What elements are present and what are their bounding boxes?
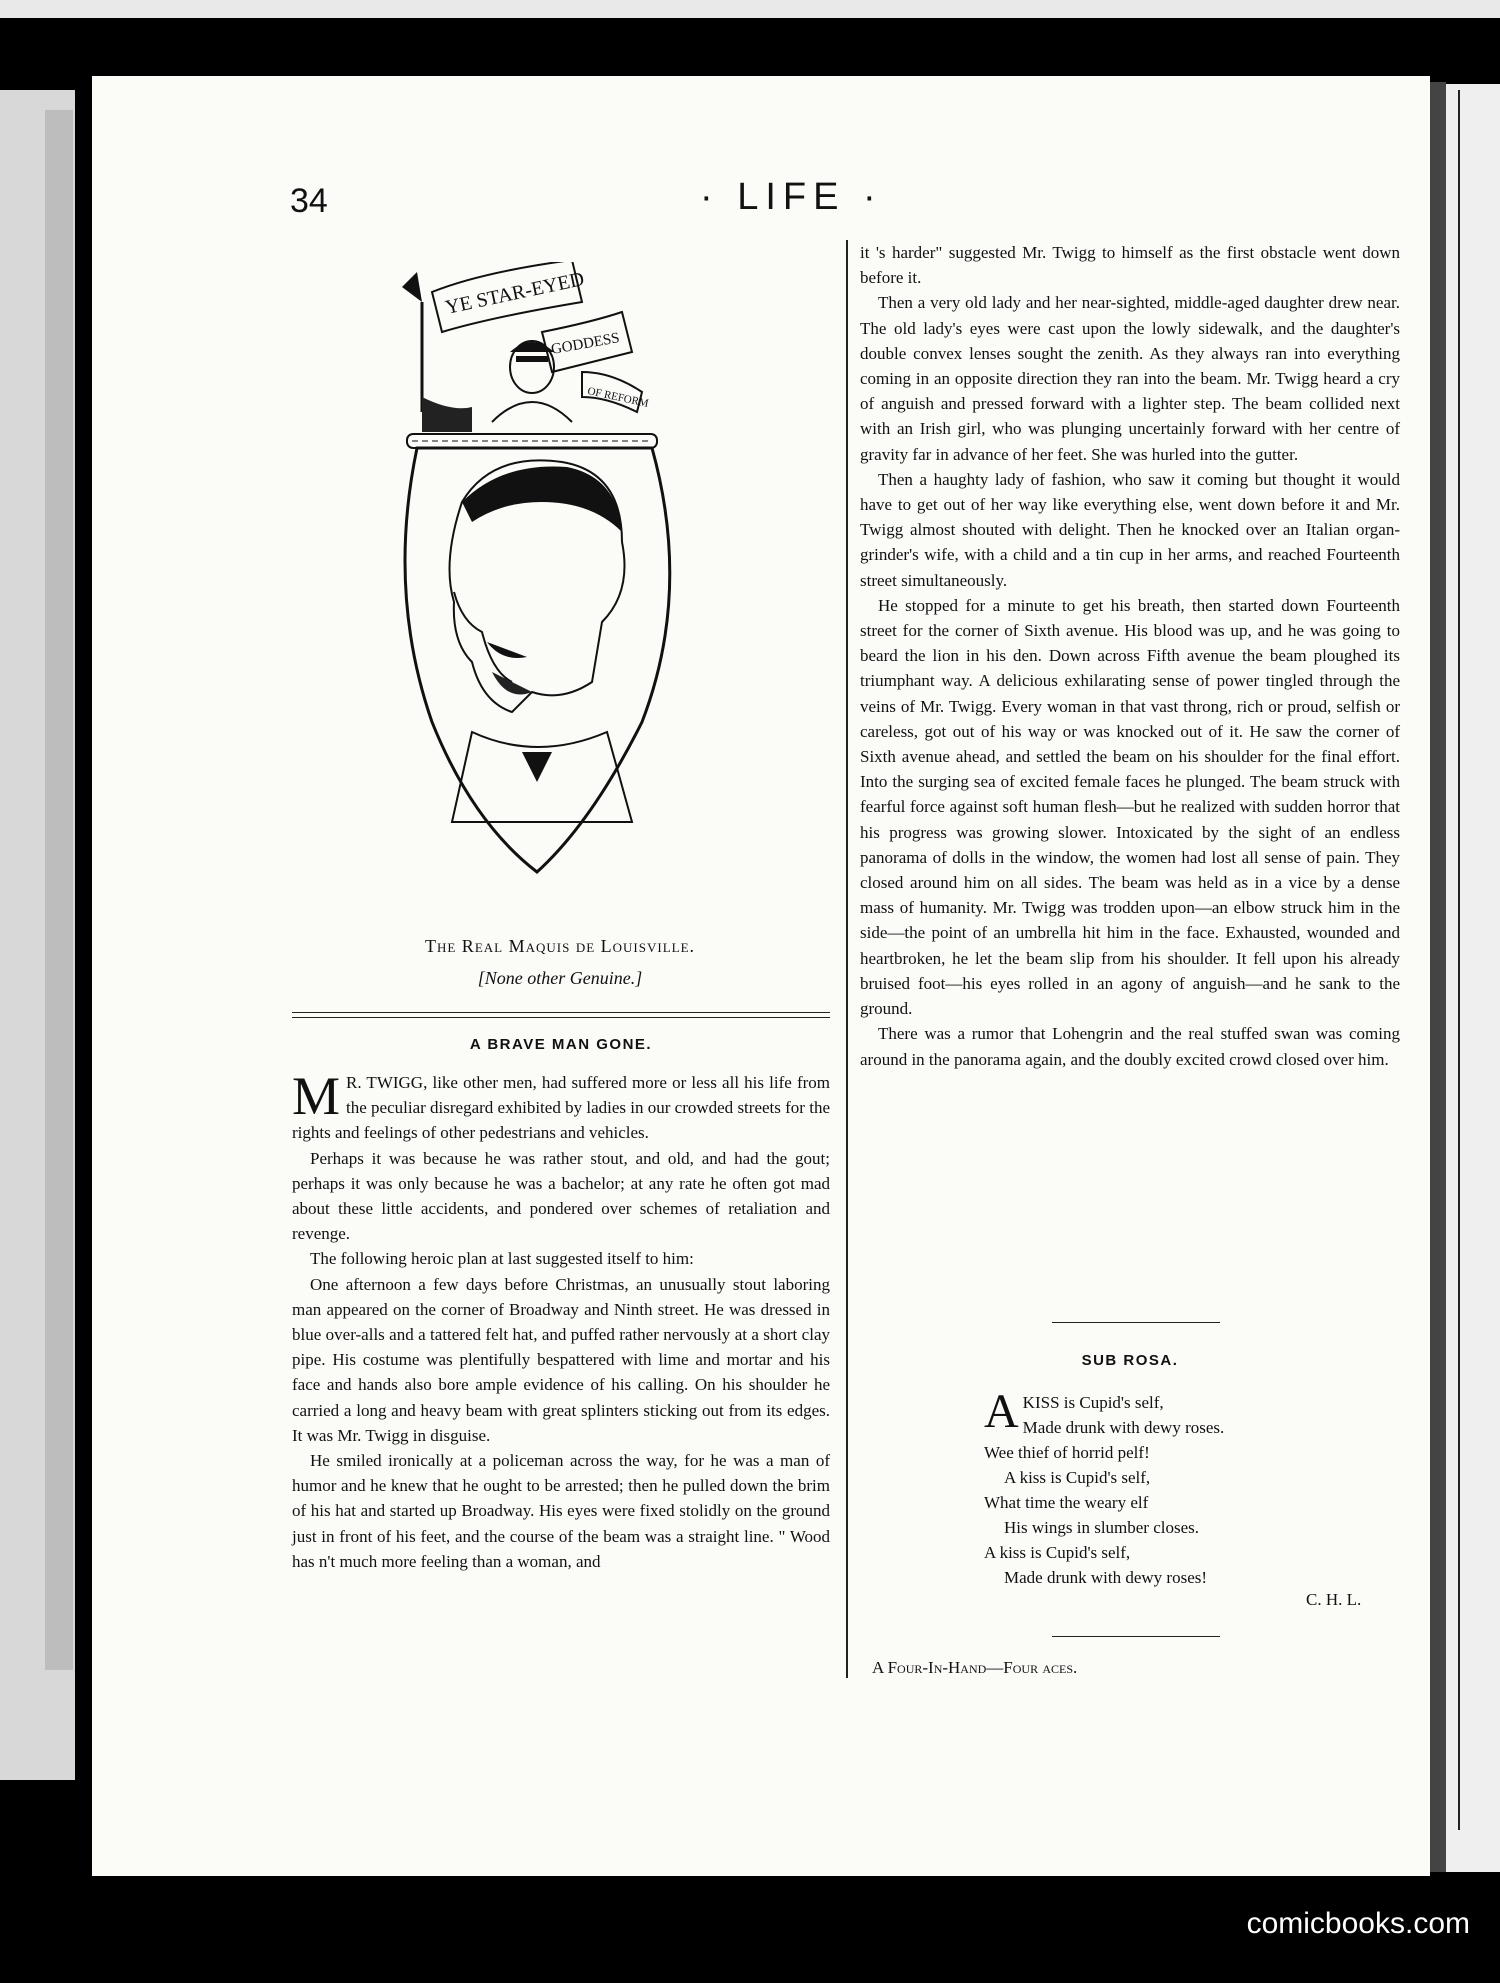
portrait-illustration [392,262,732,912]
portrait-tie [522,752,552,782]
poem-title: SUB ROSA. [1081,1352,1179,1369]
goddess-blindfold [516,356,548,362]
poem-line: His wings in slumber closes. [1004,1518,1200,1537]
adjacent-page-rule [1458,90,1460,1830]
pedestal-shadow [422,397,472,432]
article-paragraph: The following heroic plan at last suggested itself to him: [310,1249,694,1269]
article-paragraph: it 's harder" suggested Mr. Twigg to himself as the first obstacle went down before it. [860,243,1400,288]
scan-border-left-shadow [45,110,73,1670]
portrait-profile [454,592,512,682]
page-gutter [1430,82,1446,1872]
illustration-subcaption: [None other Genuine.] [477,968,643,988]
article-paragraph: There was a rumor that Lohengrin and the real stuffed swan was coming around in the panorama again, and the doubly excited crowd closed over him. [860,1024,1400,1069]
scan-border-top [0,0,1500,18]
poem-line: Made drunk with dewy roses! [1004,1568,1208,1587]
section-divider-rule [292,1012,830,1018]
article-right-column [860,240,1400,1072]
poem-dropcap: A [984,1385,1019,1438]
flag [402,272,422,302]
article-paragraph: One afternoon a few days before Christmas, an unusually stout laboring man appeared on the corner of Broadway and Ninth street. He was dressed in blue over-alls and a tattered felt hat, and puffed rather nervously at a short clay pipe. His costume was plentifully bespattered with lime and mortar and his face and hands also bore ample evidence of his calling. On his shoulder he carried a long and heavy beam with great splinters sticking out from its edges. It was Mr. Twigg in disguise. [292,1274,830,1445]
joke-top-rule [1052,1636,1220,1637]
shield-outline [405,448,670,872]
column-divider [846,240,848,1678]
poem-signature: C. H. L. [1306,1590,1362,1609]
poem-body [984,1385,1314,1590]
goddess-shoulders [492,402,572,422]
article-paragraph: M R. TWIGG, like other men, had suffered more or less all his life from the peculiar disregard exhibited by ladies in our crowded streets for the rights and feelings of other pedestrians and vehicles. [292,1066,830,1143]
poem-top-rule [1052,1322,1220,1323]
portrait-moustache [487,642,527,658]
poem-line: A kiss is Cupid's self, [1004,1468,1151,1487]
poem-line: Made drunk with dewy roses. [1022,1418,1225,1437]
portrait-beard [492,672,532,695]
illustration-caption: The Real Maquis de Louisville. [424,936,696,956]
article-paragraph: He stopped for a minute to get his breath, then started down Fourteenth street for the corner of Sixth avenue. His blood was up, and he was going to beard the lion in his den. Down across Fifth avenue the beam ploughed its triumphant way. A delicious exhilarating sense of power tingled through the veins of Mr. Twigg. Every woman in that vast throng, rich or proud, selfish or careless, got out of his way or was knocked out of it. He saw the corner of Sixth avenue ahead, and settled the beam on his shoulder for the final effort. Into the surging sea of excited female faces he plunged. The beam struck with fearful force against soft human flesh—but he realized with sudden horror that his progress was growing slower. Intoxicated by the sight of an endless panorama of dolls in the window, the women had lost all sense of pain. They closed around him on all sides. The beam was held as in a vice by a dense mass of humanity. Mr. Twigg was trodden upon—an elbow struck him in the side—the point of an umbrella hit him in the face. Exhausted, wounded and heartbroken, he let the beam slip from his shoulder. It fell upon his already bruised foot—his eyes rolled in an agony of anguish—and he sank to the ground. [860,595,1400,1019]
banner-text: YE STAR-EYED [443,268,587,319]
page-number: 34 [290,182,328,220]
masthead-title: · LIFE · [700,176,883,218]
goddess-hair [510,342,554,352]
article-left-column [292,1066,830,1574]
poem-line: What time the weary elf [984,1493,1149,1512]
article-paragraph: Then a very old lady and her near-sighted, middle-aged daughter drew near. The old lady's eyes were cast upon the lowly sidewalk, and the daughter's double convex lenses sought the zenith. As they always ran into everything coming in an opposite direction they ran into the beam. Mr. Twigg heard a cry of anguish and pressed forward with a lighter step. The beam collided next with an Irish girl, who was plunging uncertainly forward with her centre of gravity far in advance of her feet. She was hurled into the gutter. [860,293,1400,464]
banner-text-3: OF REFORM [586,385,650,410]
adjacent-page-edge [1446,84,1500,1872]
article-dropcap: M [292,1066,341,1126]
poem-line: A kiss is Cupid's self, [984,1543,1131,1562]
article-title: A BRAVE MAN GONE. [469,1036,653,1053]
poem-line: Wee thief of horrid pelf! [984,1443,1150,1462]
article-paragraph: Then a haughty lady of fashion, who saw it coming but thought it would have to get out of her way like everything else, went down before it and Mr. Twigg almost shouted with delight. Then he knocked over an Italian organ-grinder's wife, with a child and a tin cup in her arms, and reached Fourteenth street simultaneously. [860,469,1400,590]
watermark: comicbooks.com [1246,1907,1470,1940]
article-paragraph: He smiled ironically at a policeman across the way, for he was a man of humor and he knew that he ought to be arrested; then he pulled down the brim of his hat and started up Broadway. His eyes were fixed stolidly on the ground just in front of his feet, and the course of the beam was a straight line. " Wood has n't much more feeling than a woman, and [292,1451,830,1571]
joke-text: A Four-In-Hand—Four aces. [872,1658,1078,1677]
banner-text-2: GODDESS [549,330,621,358]
poem-line: AKISS is Cupid's self, [984,1385,1164,1438]
article-paragraph: Perhaps it was because he was rather stout, and old, and had the gout; perhaps it was only because he was a bachelor; at any rate he often got mad about these little accidents, and pondered over schemes of retaliation and revenge. [292,1148,830,1244]
